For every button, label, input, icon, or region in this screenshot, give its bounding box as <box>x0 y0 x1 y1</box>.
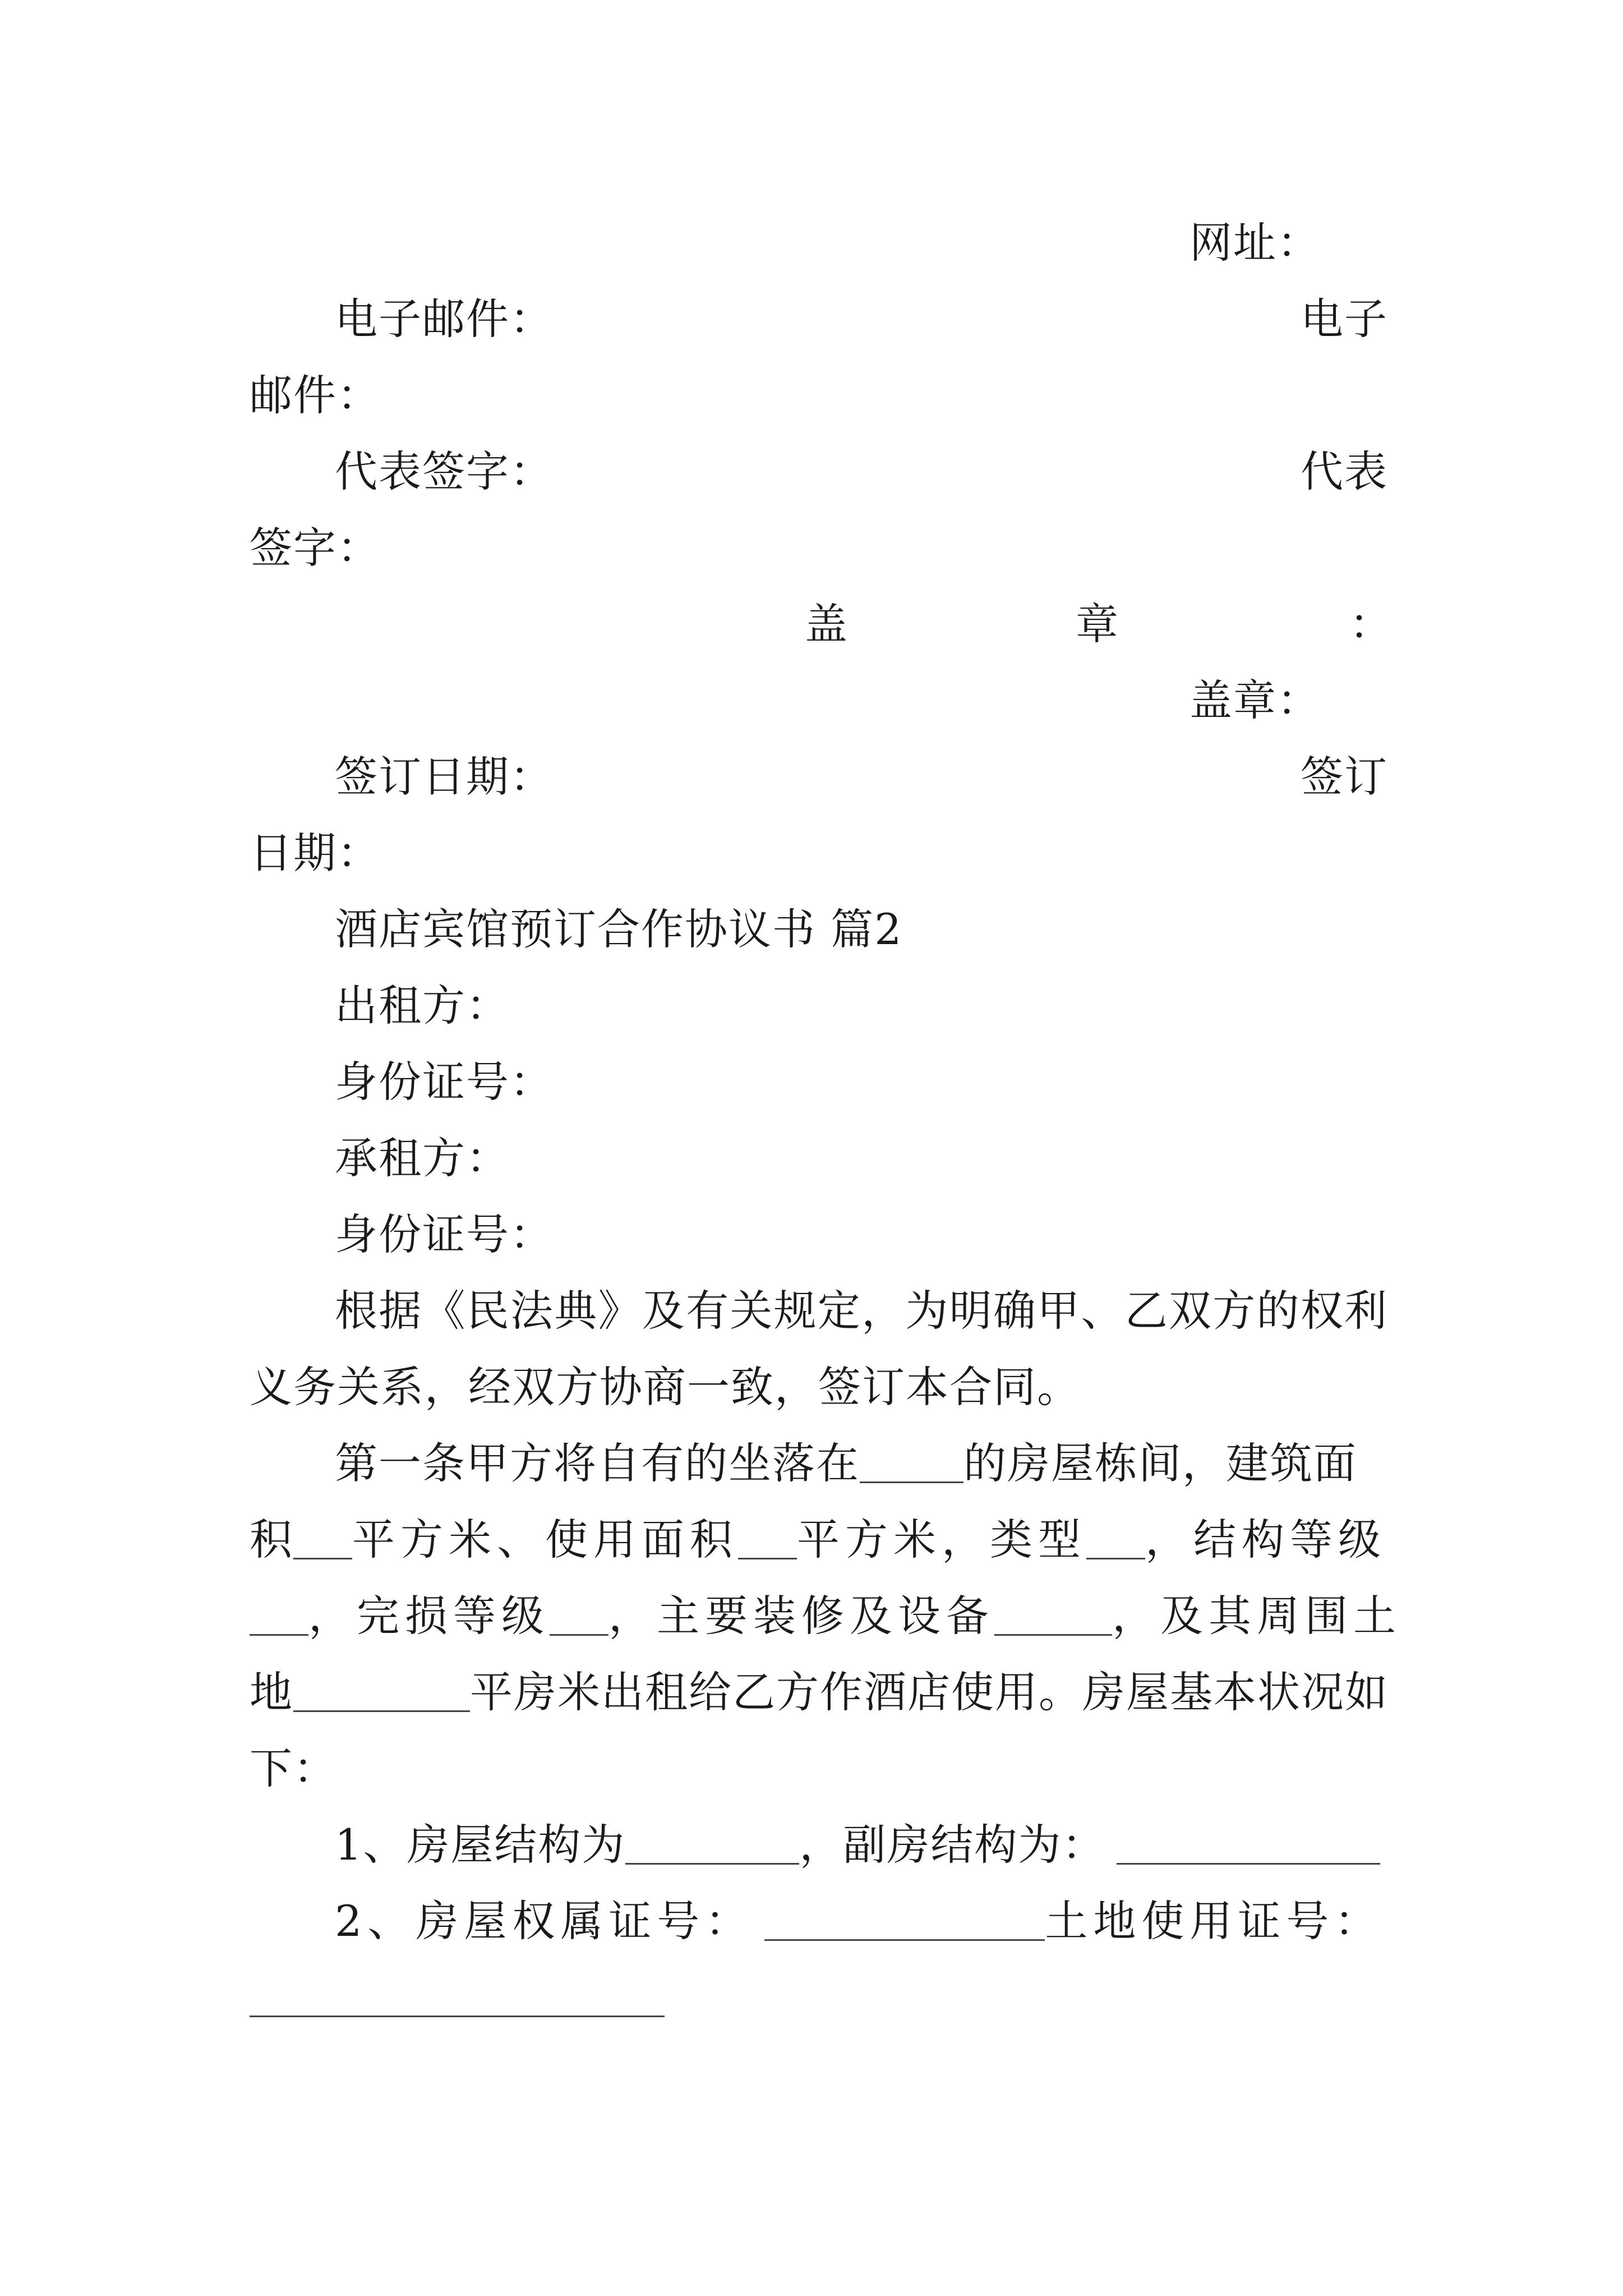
representative-line-wrap <box>250 510 1388 586</box>
blank-damage-grade <box>550 1596 608 1636</box>
article1-line-3 <box>250 1578 1401 1654</box>
lessee-id-line <box>250 1197 1388 1273</box>
blank-building-area <box>293 1520 352 1559</box>
email-label-b-part2: 邮件： <box>250 370 381 420</box>
article1-text: ，结构等级 <box>1145 1515 1386 1565</box>
website-line <box>250 205 1388 281</box>
article1-text: 平方米、使用面积 <box>352 1515 738 1565</box>
intro-text-2: 义务关系，经双方协商一致，签订本合同。 <box>250 1362 1081 1412</box>
blank-annex-structure <box>1117 1825 1380 1865</box>
lessor-label: 出租方： <box>335 981 510 1030</box>
article1-text: 第一条甲方将自有的坐落在 <box>335 1438 860 1488</box>
intro-line-1 <box>250 1273 1388 1349</box>
article1-line-2 <box>250 1502 1388 1578</box>
section-title <box>250 891 1388 968</box>
rep-label-b-part1: 代表 <box>1301 447 1388 496</box>
date-line-wrap <box>250 815 1388 891</box>
article1-text: 下： <box>250 1743 337 1793</box>
item2-text: 土地使用证号： <box>1045 1896 1383 1946</box>
seal-line <box>250 586 1393 662</box>
section-title-text: 酒店宾馆预订合作协议书 篇2 <box>335 904 903 954</box>
seal-label-b: 盖章： <box>1189 675 1321 725</box>
date-line <box>250 739 1388 815</box>
blank-land-use-cert <box>250 1977 665 2017</box>
seal-char-1: 盖 <box>805 599 849 649</box>
item2-line-wrap <box>250 1959 1388 2036</box>
item1-line <box>250 1807 1388 1883</box>
blank-decoration <box>994 1596 1112 1636</box>
lessee-id-label: 身份证号： <box>335 1209 554 1259</box>
blank-type <box>1086 1520 1145 1559</box>
email-line-wrap <box>250 357 1388 434</box>
blank-land-area <box>293 1672 470 1712</box>
seal-line-b <box>250 662 1388 739</box>
seal-char-2: 章 <box>1076 599 1119 649</box>
lessor-id-label: 身份证号： <box>335 1057 554 1107</box>
article1-line-5 <box>250 1731 1388 1807</box>
article1-text: 地 <box>250 1667 293 1717</box>
article1-text: 积 <box>250 1515 293 1565</box>
lessor-line <box>250 968 1388 1044</box>
article1-text: ，完损等级 <box>308 1591 550 1641</box>
email-label-a: 电子邮件： <box>335 294 554 344</box>
article1-text: 平房米出租给乙方作酒店使用。房屋基本状况如 <box>470 1667 1389 1717</box>
lessee-label: 承租方： <box>335 1133 510 1183</box>
representative-line <box>250 434 1388 510</box>
email-line <box>250 281 1388 357</box>
rep-label-b-part2: 签字： <box>250 523 381 573</box>
intro-text-1: 根据《民法典》及有关规定，为明确甲、乙双方的权利 <box>335 1286 1388 1336</box>
blank-usable-area <box>738 1520 797 1559</box>
blank-ownership-cert <box>764 1901 1045 1941</box>
article1-text: 的房屋栋间，建筑面 <box>963 1438 1357 1488</box>
article1-line-4 <box>250 1654 1388 1731</box>
article1-text: ，主要装修及设备 <box>608 1591 994 1641</box>
item1-text: ，副房结构为： <box>799 1820 1106 1870</box>
blank-location <box>860 1443 963 1483</box>
date-label-a: 签订日期： <box>335 752 554 802</box>
blank-house-structure <box>625 1825 799 1865</box>
date-label-b-part1: 签订 <box>1301 752 1388 802</box>
rep-label-a: 代表签字： <box>335 447 554 496</box>
article1-line-1 <box>250 1425 1388 1502</box>
website-label: 网址： <box>1189 218 1321 268</box>
blank-structure-grade <box>250 1596 308 1636</box>
item1-text: 1、房屋结构为 <box>335 1820 626 1870</box>
article1-text: 平方米，类型 <box>797 1515 1086 1565</box>
item2-line <box>250 1883 1388 1959</box>
date-label-b-part2: 日期： <box>250 828 381 878</box>
lessee-line <box>250 1120 1388 1197</box>
email-label-b-part1: 电子 <box>1301 294 1388 344</box>
lessor-id-line <box>250 1044 1388 1120</box>
document-body <box>250 205 1401 2036</box>
item2-text: 2、房屋权属证号： <box>335 1896 754 1946</box>
seal-colon: ： <box>1349 599 1393 649</box>
article1-text: ，及其周围土 <box>1112 1591 1401 1641</box>
intro-line-2 <box>250 1349 1388 1425</box>
